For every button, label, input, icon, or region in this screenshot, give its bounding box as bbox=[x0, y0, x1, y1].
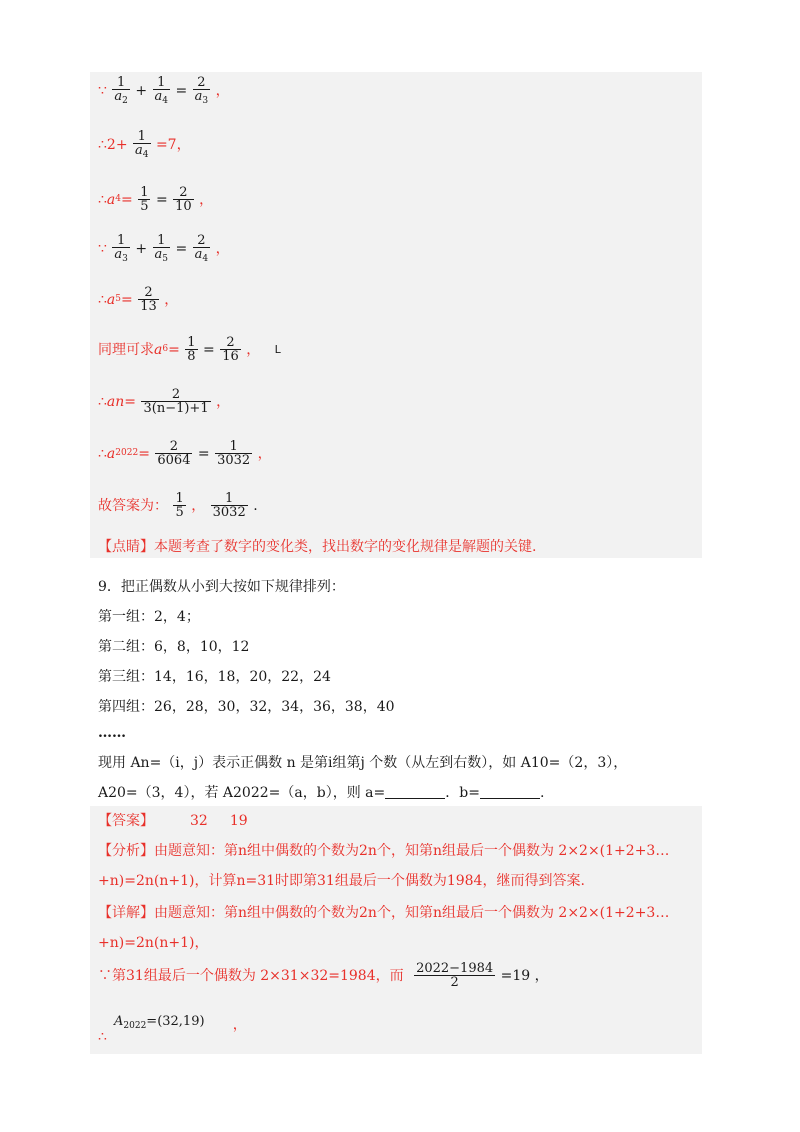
group-3-line: 第三组：14，16，18，20，22，24 bbox=[98, 669, 331, 685]
detail-line-1: 【详解】由题意知：第n组中偶数的个数为2n个，知第n组最后一个偶数为 2×2×(1+2+3… bbox=[98, 905, 670, 921]
eq-line-3: ∴a4= $\frac{1}{5}$ = $\frac{2}{10}$ ， bbox=[98, 185, 214, 214]
eq-line-1: ∵ $\frac{1}{a_2}$ + $\frac{1}{a_4}$ = $\frac{2}{a_3}$ ， bbox=[98, 75, 230, 106]
analysis-line-1: 【分析】由题意知：第n组中偶数的个数为2n个，知第n组最后一个偶数为 2×2×(1+2+3… bbox=[98, 843, 670, 859]
eq-line-4: ∵ $\frac{1}{a_3}$ + $\frac{1}{a_5}$ = $\frac{2}{a_4}$ ， bbox=[98, 233, 230, 264]
group-1-line: 第一组：2，4； bbox=[98, 609, 200, 625]
comment-line: 【点睛】本题考查了数字的变化类，找出数字的变化规律是解题的关键. bbox=[98, 539, 537, 555]
answer-line: 【答案】 32 19 bbox=[98, 813, 248, 829]
analysis-line-2: +n)=2n(n+1)，计算n=31时即第31组最后一个偶数为1984，继而得到答案. bbox=[98, 873, 585, 889]
detail-line-4: $A_{2022}=(32,19)$ ， bbox=[114, 1014, 247, 1033]
question-definition-line: 现用 An=（i，j）表示正偶数 n 是第i组第j 个数（从左到右数），如 A10=（2，3）， bbox=[98, 755, 628, 771]
answer-blank-a[interactable] bbox=[385, 786, 445, 799]
detail-line-2: +n)=2n(n+1)， bbox=[98, 935, 209, 951]
ellipsis-line: …… bbox=[98, 725, 126, 741]
detail-line-3: ∵第31组最后一个偶数为 2×31×32=1984，而 $\frac{2022-1984}{2}$ =19 ， bbox=[98, 961, 549, 990]
eq-line-7: ∴an= $\frac{2}{3(n-1)+1}$ ， bbox=[98, 387, 231, 416]
eq-line-6: 同理可求a6= $\frac{1}{8}$ = $\frac{2}{16}$ ， L bbox=[98, 335, 281, 364]
eq-line-5: ∴a5= $\frac{2}{13}$ ， bbox=[98, 285, 179, 314]
eq-line-2: ∴2+ $\frac{1}{a_4}$ =7， bbox=[98, 129, 191, 160]
eq-line-8: ∴a2022= $\frac{2}{6064}$ = $\frac{1}{3032}$ ， bbox=[98, 439, 272, 468]
detail-line-4-prefix: ∴ bbox=[98, 1029, 107, 1045]
question-title: 9．把正偶数从小到大按如下规律排列： bbox=[98, 579, 345, 595]
answer-summary-line: 故答案为： $\frac{1}{5}$ ， $\frac{1}{3032}$ . bbox=[98, 491, 258, 520]
question-ask-line: A20=（3，4），若 A2022=（a，b），则 a= ．b= . bbox=[98, 785, 545, 801]
group-4-line: 第四组：26，28，30，32，34，36，38，40 bbox=[98, 699, 395, 715]
answer-blank-b[interactable] bbox=[480, 786, 540, 799]
group-2-line: 第二组：6，8，10，12 bbox=[98, 639, 250, 655]
